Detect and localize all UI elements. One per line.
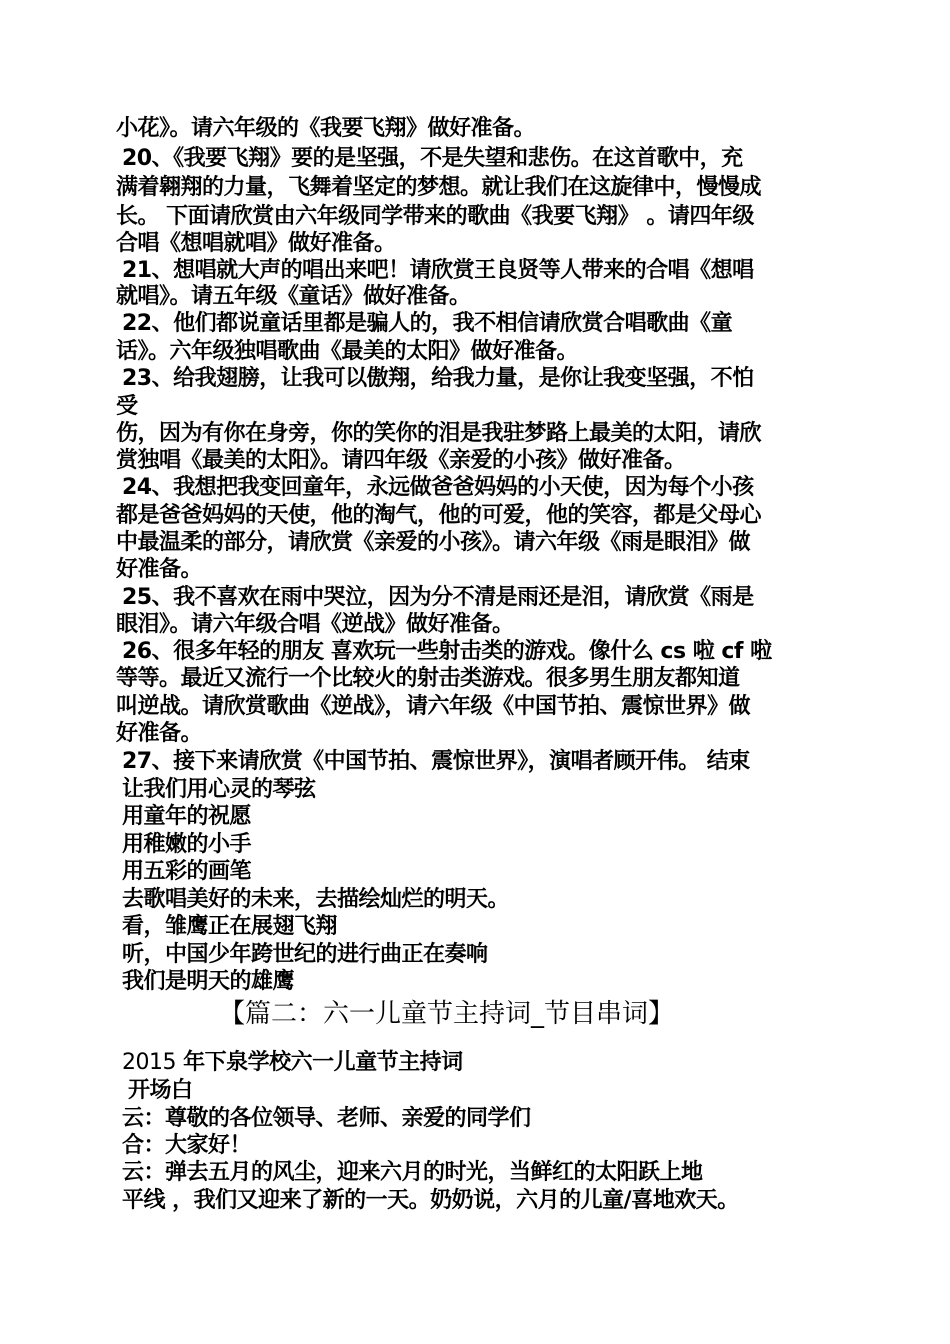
text-line: 去歌唱美好的未来，去描绘灿烂的明天。 — [122, 887, 510, 912]
text-line: 云：尊敬的各位领导、老师、亲爱的同学们 — [122, 1106, 531, 1131]
text-line: 好准备。 — [116, 721, 203, 746]
title-text: 年下泉学校六一儿童节主持词 — [176, 1050, 463, 1075]
text-line: 让我们用心灵的琴弦 — [122, 777, 316, 802]
section-title — [122, 1049, 463, 1077]
text-line: 中最温柔的部分，请欣赏《亲爱的小孩》。请六年级《雨是眼泪》做 — [116, 530, 751, 555]
text-line: 用童年的祝愿 — [122, 804, 252, 829]
text-line: 用稚嫩的小手 — [122, 832, 252, 857]
text-line: 云：弹去五月的风尘，迎来六月的时光，当鲜红的太阳跃上地 — [122, 1160, 703, 1185]
text-line: 合：大家好！ — [122, 1133, 252, 1158]
text-line: 听，中国少年跨世纪的进行曲正在奏响 — [122, 942, 488, 967]
text-line: 赏独唱《最美的太阳》。请四年级《亲爱的小孩》做好准备。 — [116, 448, 686, 473]
text-line: 满着翱翔的力量，飞舞着坚定的梦想。就让我们在这旋律中，慢慢成 — [116, 175, 762, 200]
text-line: 长。 下面请欣赏由六年级同学带来的歌曲《我要飞翔》 。请四年级 — [116, 204, 754, 229]
text-line: 眼泪》。请六年级合唱《逆战》做好准备。 — [116, 612, 514, 637]
text-line: 就唱》。请五年级《童话》做好准备。 — [116, 284, 471, 309]
text-line: 伤，因为有你在身旁，你的笑你的泪是我驻梦路上最美的太阳，请欣 — [116, 421, 762, 446]
text-line: 20、《我要飞翔》要的是坚强，不是失望和悲伤。在这首歌中，充 — [122, 146, 743, 171]
text-line: 26、很多年轻的朋友 喜欢玩一些射击类的游戏。像什么 cs 啦 cf 啦 — [122, 639, 772, 664]
text-line: 23、给我翅膀，让我可以傲翔，给我力量，是你让我变坚强，不怕 — [122, 366, 754, 391]
text-line: 都是爸爸妈妈的天使，他的淘气，他的可爱，他的笑容，都是父母心 — [116, 503, 762, 528]
text-line: 27、接下来请欣赏《中国节拍、震惊世界》，演唱者顾开伟。 结束 — [122, 749, 750, 774]
text-line: 用五彩的画笔 — [122, 859, 252, 884]
title-year: 2015 — [122, 1050, 176, 1075]
text-line: 受 — [116, 394, 138, 419]
text-line: 我们是明天的雄鹰 — [122, 969, 295, 994]
text-line: 平线 ，我们又迎来了新的一天。奶奶说，六月的儿童/喜地欢天。 — [122, 1188, 739, 1213]
text-line: 25、我不喜欢在雨中哭泣，因为分不清是雨还是泪，请欣赏《雨是 — [122, 585, 754, 610]
text-line: 看，雏鹰正在展翅飞翔 — [122, 914, 338, 939]
section-heading: 【篇二：六一儿童节主持词_节目串词】 — [219, 999, 675, 1029]
text-line: 21、想唱就大声的唱出来吧！请欣赏王良贤等人带来的合唱《想唱 — [122, 258, 754, 283]
text-line: 等等。最近又流行一个比较火的射击类游戏。很多男生朋友都知道 — [116, 666, 740, 691]
text-line: 24、我想把我变回童年，永远做爸爸妈妈的小天使，因为每个小孩 — [122, 475, 754, 500]
text-line: 好准备。 — [116, 557, 203, 582]
text-line: 话》。六年级独唱歌曲《最美的太阳》做好准备。 — [116, 339, 579, 364]
text-line: 开场白 — [128, 1078, 193, 1103]
text-line: 合唱《想唱就唱》做好准备。 — [116, 231, 396, 256]
text-line: 叫逆战。请欣赏歌曲《逆战》，请六年级《中国节拍、震惊世界》做 — [116, 694, 751, 719]
text-line: 小花》。请六年级的《我要飞翔》做好准备。 — [116, 116, 536, 141]
text-line: 22、他们都说童话里都是骗人的，我不相信请欣赏合唱歌曲《童 — [122, 311, 733, 336]
